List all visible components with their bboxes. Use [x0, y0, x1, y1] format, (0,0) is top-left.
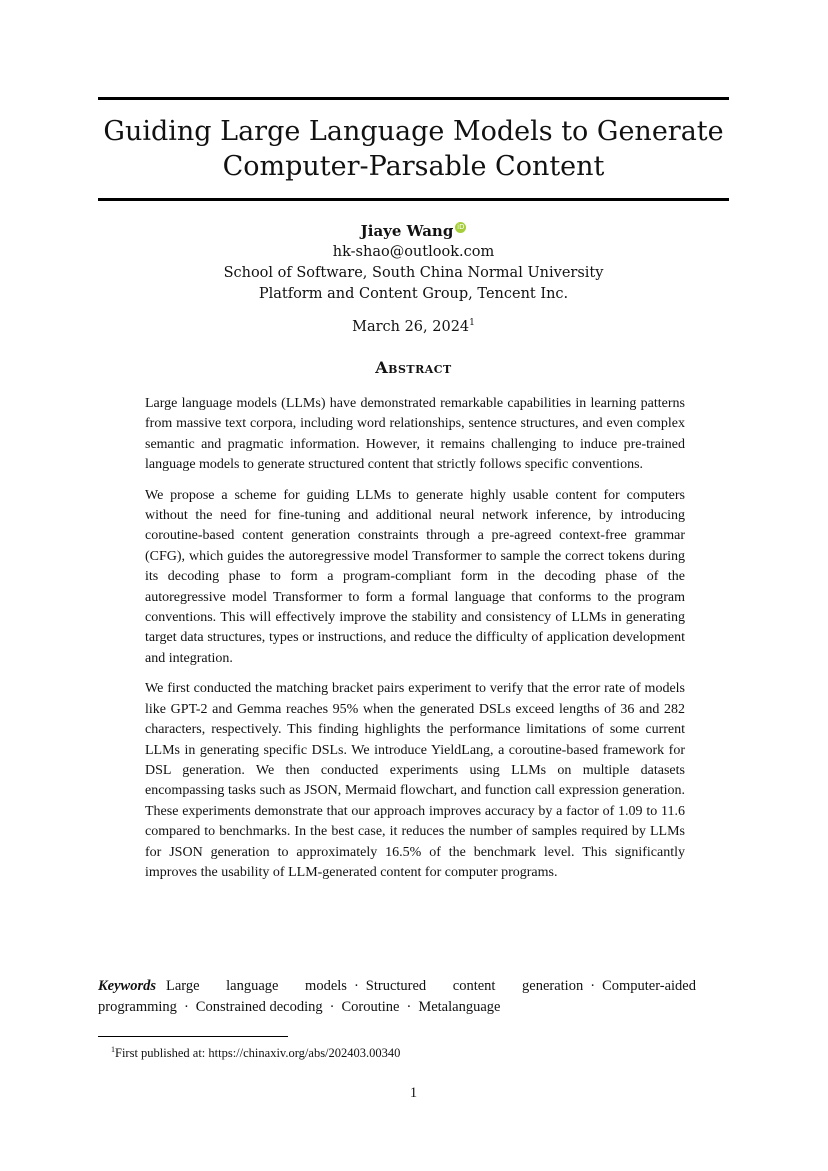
abstract-heading: Abstract	[375, 358, 452, 377]
author-affiliation-1: School of Software, South China Normal University	[223, 265, 604, 281]
paper-title	[98, 114, 729, 184]
title-top-rule	[98, 97, 729, 100]
title-line-1: Guiding Large Language Models to Generate	[103, 116, 724, 147]
author-block	[98, 221, 729, 305]
keyword: Constrained decoding	[195, 999, 323, 1015]
keywords-block	[98, 976, 696, 1018]
footnote-text[interactable]: First published at: https://chinaxiv.org/abs/202403.00340	[115, 1046, 401, 1060]
abstract-paragraph: We propose a scheme for guiding LLMs to generate highly usable content for computers without the need for fine-tuning and additional neural network inference, by introducing coroutine-based content generation constraints through a pre-agreed context-free grammar (CFG), which guides the autoregressive model Transformer to sample the correct tokens during its decoding phase to form a program-compliant form in the decoding phase of the autoregressive model Transformer to form a formal language that conforms to the program conventions. This will effectively improve the stability and consistency of LLMs in generating target data structures, types or instructions, and reduce the difficulty of application development and integration.	[145, 487, 685, 666]
publication-date	[98, 313, 729, 337]
page-number: 1	[409, 1085, 418, 1101]
date-text: March 26, 2024	[352, 319, 470, 335]
footnote-rule	[98, 1036, 288, 1037]
keyword-separator: ·	[329, 999, 335, 1015]
keyword-separator: ·	[406, 999, 412, 1015]
footnote	[111, 1042, 400, 1061]
keyword-separator: ·	[590, 978, 596, 994]
keyword-separator: ·	[353, 978, 359, 994]
keyword: Computer-aided programming	[98, 978, 696, 1015]
abstract-paragraph: Large language models (LLMs) have demonstrated remarkable capabilities in learning patterns from massive text corpora, including word relationships, sentence structures, and even complex semantic and pragmatic information. However, it remains challenging to induce pre-trained language models to generate structured content that strictly follows specific conventions.	[145, 396, 685, 473]
author-name: Jiaye Wang	[360, 222, 454, 240]
title-line-2: Computer-Parsable Content	[222, 151, 605, 182]
date-footnote-mark: 1	[469, 318, 475, 328]
keywords-label: Keywords	[98, 978, 156, 994]
footnote-mark: 1	[111, 1045, 115, 1054]
keyword: Large language models	[166, 978, 347, 994]
abstract-paragraph: We first conducted the matching bracket pairs experiment to verify that the error rate of models like GPT-2 and Gemma reaches 95% when the generated DSLs exceed lengths of 36 and 282 characters, respectively. This finding highlights the performance limitations of some current LLMs in generating specific DSLs. We introduce YieldLang, a coroutine-based framework for DSL generation. We then conducted experiments using LLMs on multiple datasets encompassing tasks such as JSON, Mermaid flowchart, and function call expression generation. These experiments demonstrate that our approach improves accuracy by a factor of 1.09 to 11.6 compared to benchmarks. In the best case, it reduces the number of samples required by LLMs for JSON generation to approximately 16.5% of the benchmark level. This significantly improves the usability of LLM-generated content for computer programs.	[145, 681, 685, 880]
keyword: Coroutine	[341, 999, 400, 1015]
author-affiliation-2: Platform and Content Group, Tencent Inc.	[258, 286, 569, 302]
abstract-body	[145, 394, 685, 893]
orcid-icon[interactable]: iD	[457, 223, 465, 231]
title-bottom-rule	[98, 198, 729, 201]
author-email: hk-shao@outlook.com	[332, 244, 495, 260]
keyword: Metalanguage	[418, 999, 501, 1015]
keyword: Structured content generation	[365, 978, 584, 994]
keyword-separator: ·	[183, 999, 189, 1015]
